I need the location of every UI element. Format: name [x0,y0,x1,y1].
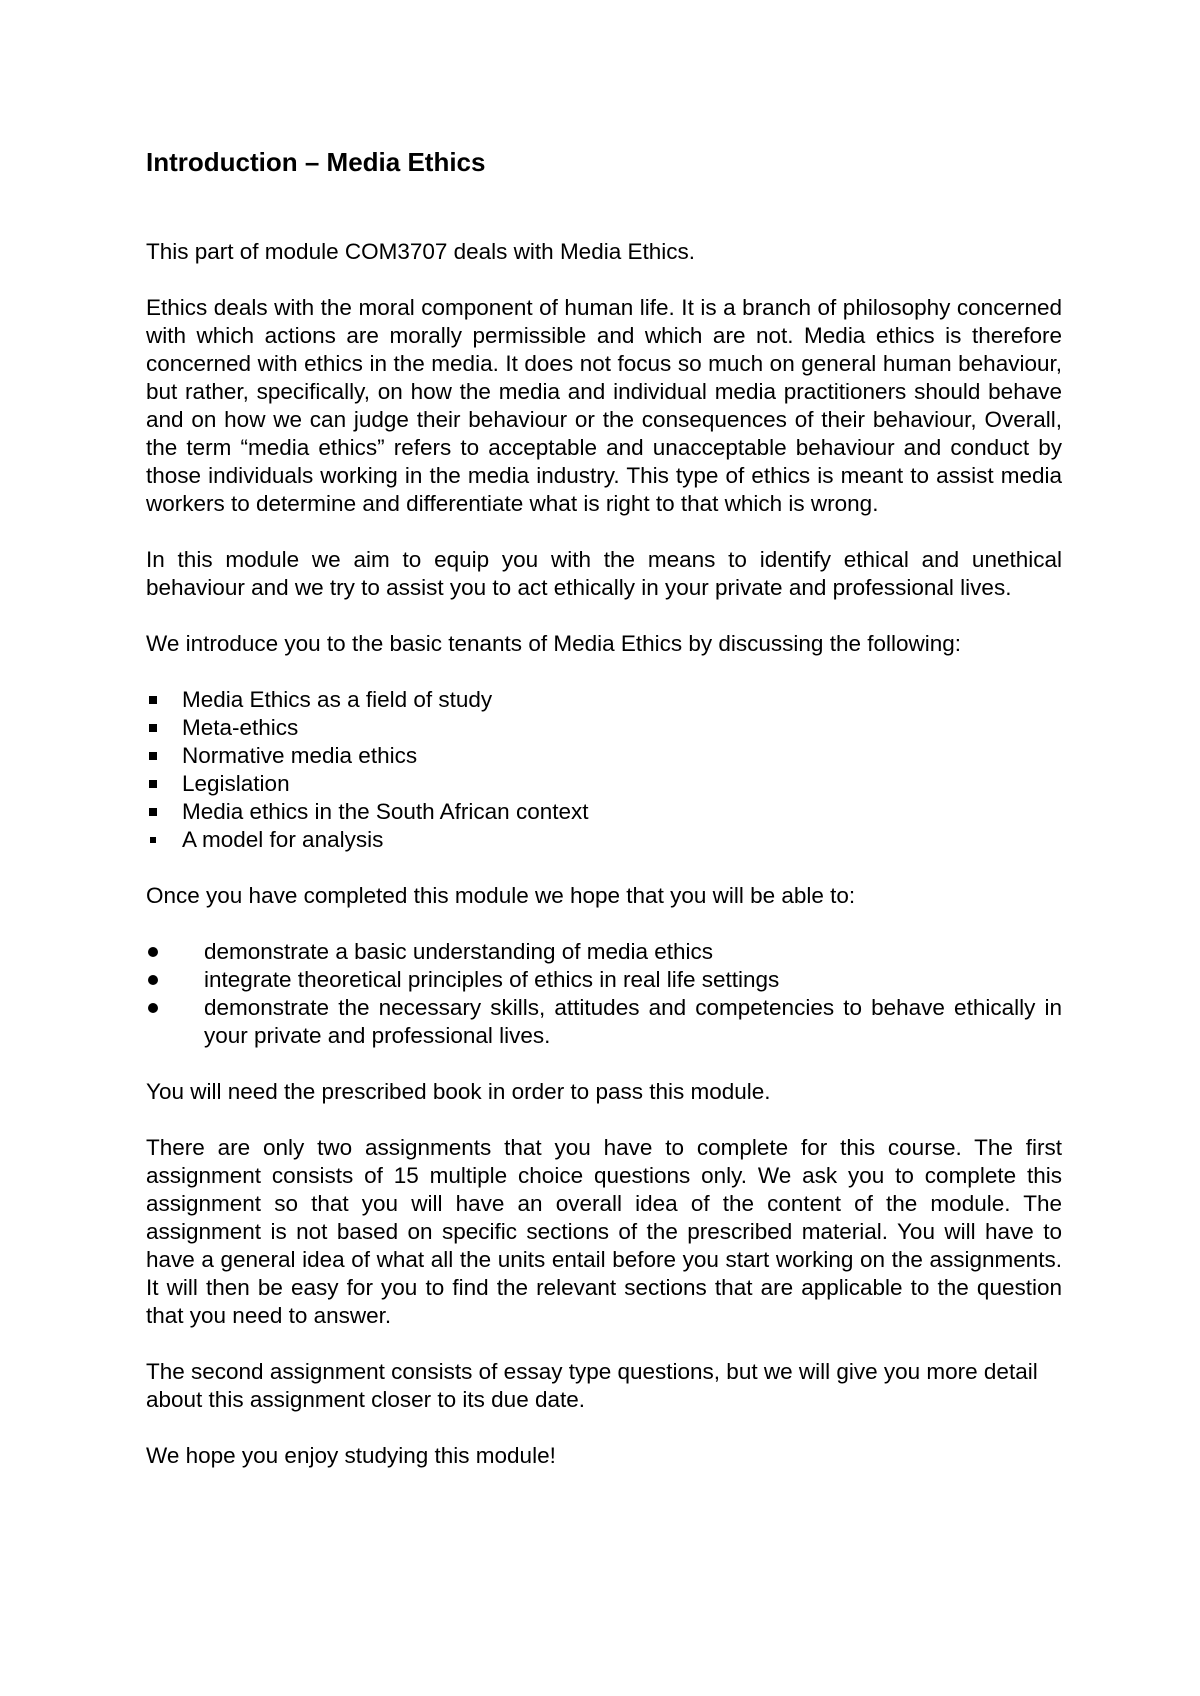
list-item: Media ethics in the South African context [146,798,1062,826]
page-title: Introduction – Media Ethics [146,147,486,177]
paragraph-assignments: There are only two assignments that you have to complete for this course. The first assignment consists of 15 multiple choice questions only. We ask you to complete this assignment so that you will have an overall idea of the content of the module. The assignment is not based on specific sections of the prescribed material. You will have to have a general idea of what all the units entail before you start working on the assignments. It will then be easy for you to find the relevant sections that are applicable to the question that you need to answer. [146,1135,1062,1328]
paragraph-prescribed-book: You will need the prescribed book in order to pass this module. [146,1079,771,1104]
list-item: demonstrate a basic understanding of media ethics [146,938,1062,966]
round-bullet-icon [148,947,158,957]
paragraph-closing: We hope you enjoy studying this module! [146,1443,556,1468]
square-bullet-icon [149,696,157,704]
list-item: integrate theoretical principles of ethics in real life settings [146,966,1062,994]
list-item: Legislation [146,770,1062,798]
list-item: Media Ethics as a field of study [146,686,1062,714]
paragraph-topics-intro: We introduce you to the basic tenants of Media Ethics by discussing the following: [146,631,962,656]
square-bullet-icon [149,724,157,732]
document-body [146,238,1062,1498]
list-item: A model for analysis [146,826,1062,854]
paragraph-ethics-definition: Ethics deals with the moral component of human life. It is a branch of philosophy concerned with which actions are morally permissible and which are not. Media ethics is therefore concerned with ethics in the media. It does not focus so much on general human behaviour, but rather, specifically, on how the media and individual media practitioners should behave and on how we can judge their behaviour or the consequences of their behaviour, Overall, the term “media ethics” refers to acceptable and unacceptable behaviour and conduct by those individuals working in the media industry. This type of ethics is meant to assist media workers to determine and differentiate what is right to that which is wrong. [146,295,1062,516]
square-bullet-icon [150,837,156,843]
square-bullet-icon [149,808,157,816]
outcomes-list [146,938,1062,1050]
square-bullet-icon [149,752,157,760]
list-item: Normative media ethics [146,742,1062,770]
paragraph-outcomes-intro: Once you have completed this module we hope that you will be able to: [146,883,856,908]
list-item: Meta-ethics [146,714,1062,742]
paragraph-second-assignment: The second assignment consists of essay type questions, but we will give you more detail about this assignment closer to its due date. [146,1359,1038,1412]
paragraph-module-aim: In this module we aim to equip you with the means to identify ethical and unethical behaviour and we try to assist you to act ethically in your private and professional lives. [146,547,1062,600]
round-bullet-icon [148,975,158,985]
topics-list [146,686,1062,854]
round-bullet-icon [148,1003,158,1013]
paragraph-module-intro: This part of module COM3707 deals with Media Ethics. [146,239,695,264]
list-item: demonstrate the necessary skills, attitudes and competencies to behave ethically in your private and professional lives. [146,994,1062,1050]
square-bullet-icon [149,780,157,788]
